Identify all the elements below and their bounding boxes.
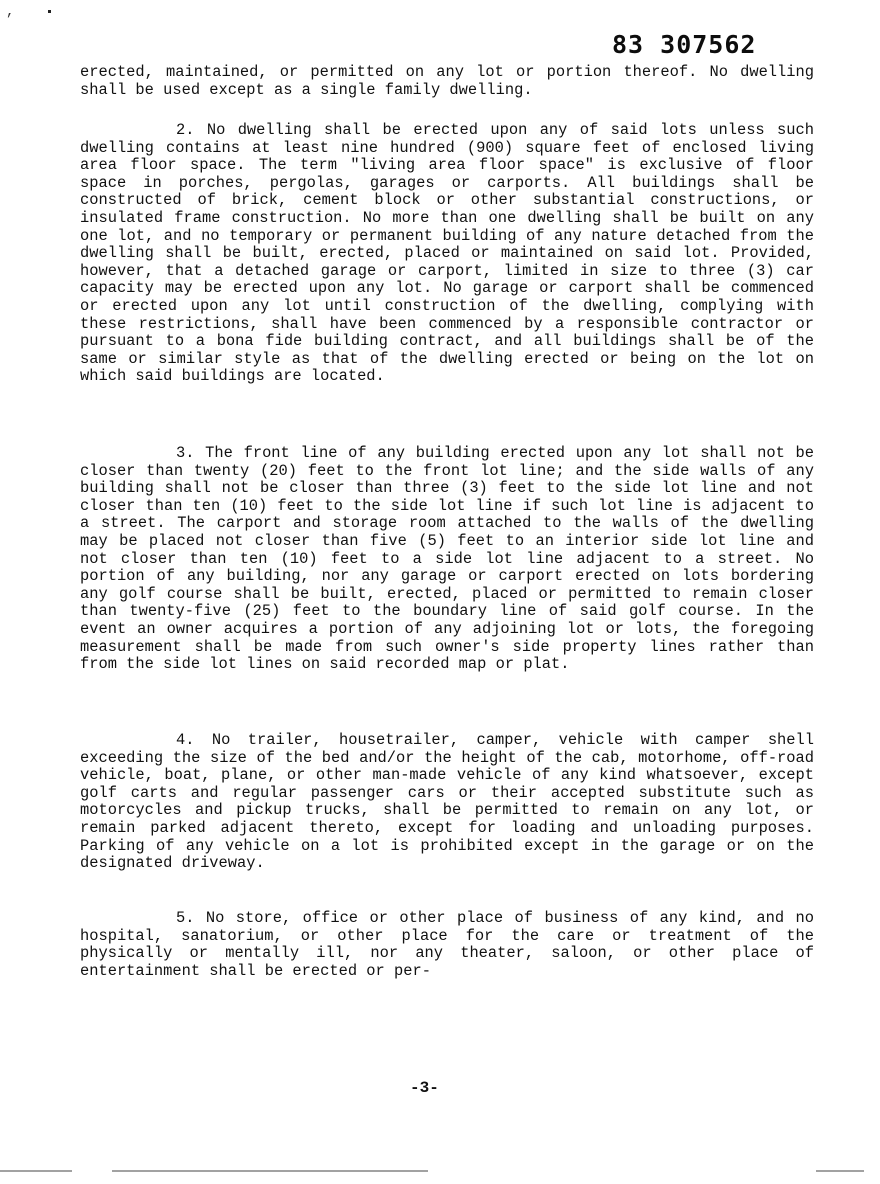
paragraph-2: 2. No dwelling shall be erected upon any of said lots unless such dwelling contains at least nine hundred (900) square feet of enclosed living area floor space. The term "living area floor space" is exclusive of floor space in porches, pergolas, garages or carports. All buildings shall be constructed of brick, cement block or other substantial constructions, or insulated frame construction. No more than one dwelling shall be built on any one lot, and no temporary or permanent building of any nature detached from the dwelling shall be built, erected, placed or maintained on said lot. Provided, however, that a detached garage or carport, limited in size to three (3) car capacity may be erected upon any lot. No garage or carport shall be commenced or erected upon any lot until construction of the dwelling, complying with these restrictions, shall have been commenced by a responsible contractor or pursuant to a bona fide building contract, and all buildings shall be of the same or similar style as that of the dwelling erected or being on the lot on which said buildings are located.: [80, 121, 814, 386]
document-number: 83 307562: [612, 30, 757, 59]
scan-artifact-right: [816, 1170, 864, 1172]
paragraph-5: 5. No store, office or other place of business of any kind, and no hospital, sanatorium, or other place for the care or treatment of the physically or mentally ill, nor any theater, saloon, or other place of entertainment shall be erected or per-: [80, 909, 814, 980]
scan-mark: ,: [6, 4, 15, 20]
scan-dot: [48, 10, 51, 13]
paragraph-3: 3. The front line of any building erected upon any lot shall not be closer than twenty (20) feet to the front lot line; and the side walls of any building shall not be closer than three (3) feet to the side lot line and not closer than ten (10) feet to the side lot line if such lot line is adjacent to a street. The carport and storage room attached to the walls of the dwelling may be placed not closer than five (5) feet to an interior side lot line and not closer than ten (10) feet to a side lot line adjacent to a street. No portion of any building, nor any garage or carport erected on lots bordering any golf course shall be built, erected, placed or permitted to remain closer than twenty-five (25) feet to the boundary line of said golf course. In the event an owner acquires a portion of any adjoining lot or lots, the foregoing measurement shall be made from such owner's side property lines rather than from the side lot lines on said recorded map or plat.: [80, 444, 814, 674]
page-number: -3-: [410, 1079, 439, 1097]
scan-artifact-left: [0, 1170, 72, 1172]
paragraph-continuation: erected, maintained, or permitted on any lot or portion thereof. No dwelling shall be used except as a single family dwelling.: [80, 63, 814, 99]
scan-artifact-middle: [112, 1170, 428, 1172]
paragraph-4: 4. No trailer, housetrailer, camper, vehicle with camper shell exceeding the size of the bed and/or the height of the cab, motorhome, off-road vehicle, boat, plane, or other man-made vehicle of any kind whatsoever, except golf carts and regular passenger cars or their accepted substitute such as motorcycles and pickup trucks, shall be permitted to remain on any lot, or remain parked adjacent thereto, except for loading and unloading purposes. Parking of any vehicle on a lot is prohibited except in the garage or on the designated driveway.: [80, 731, 814, 873]
